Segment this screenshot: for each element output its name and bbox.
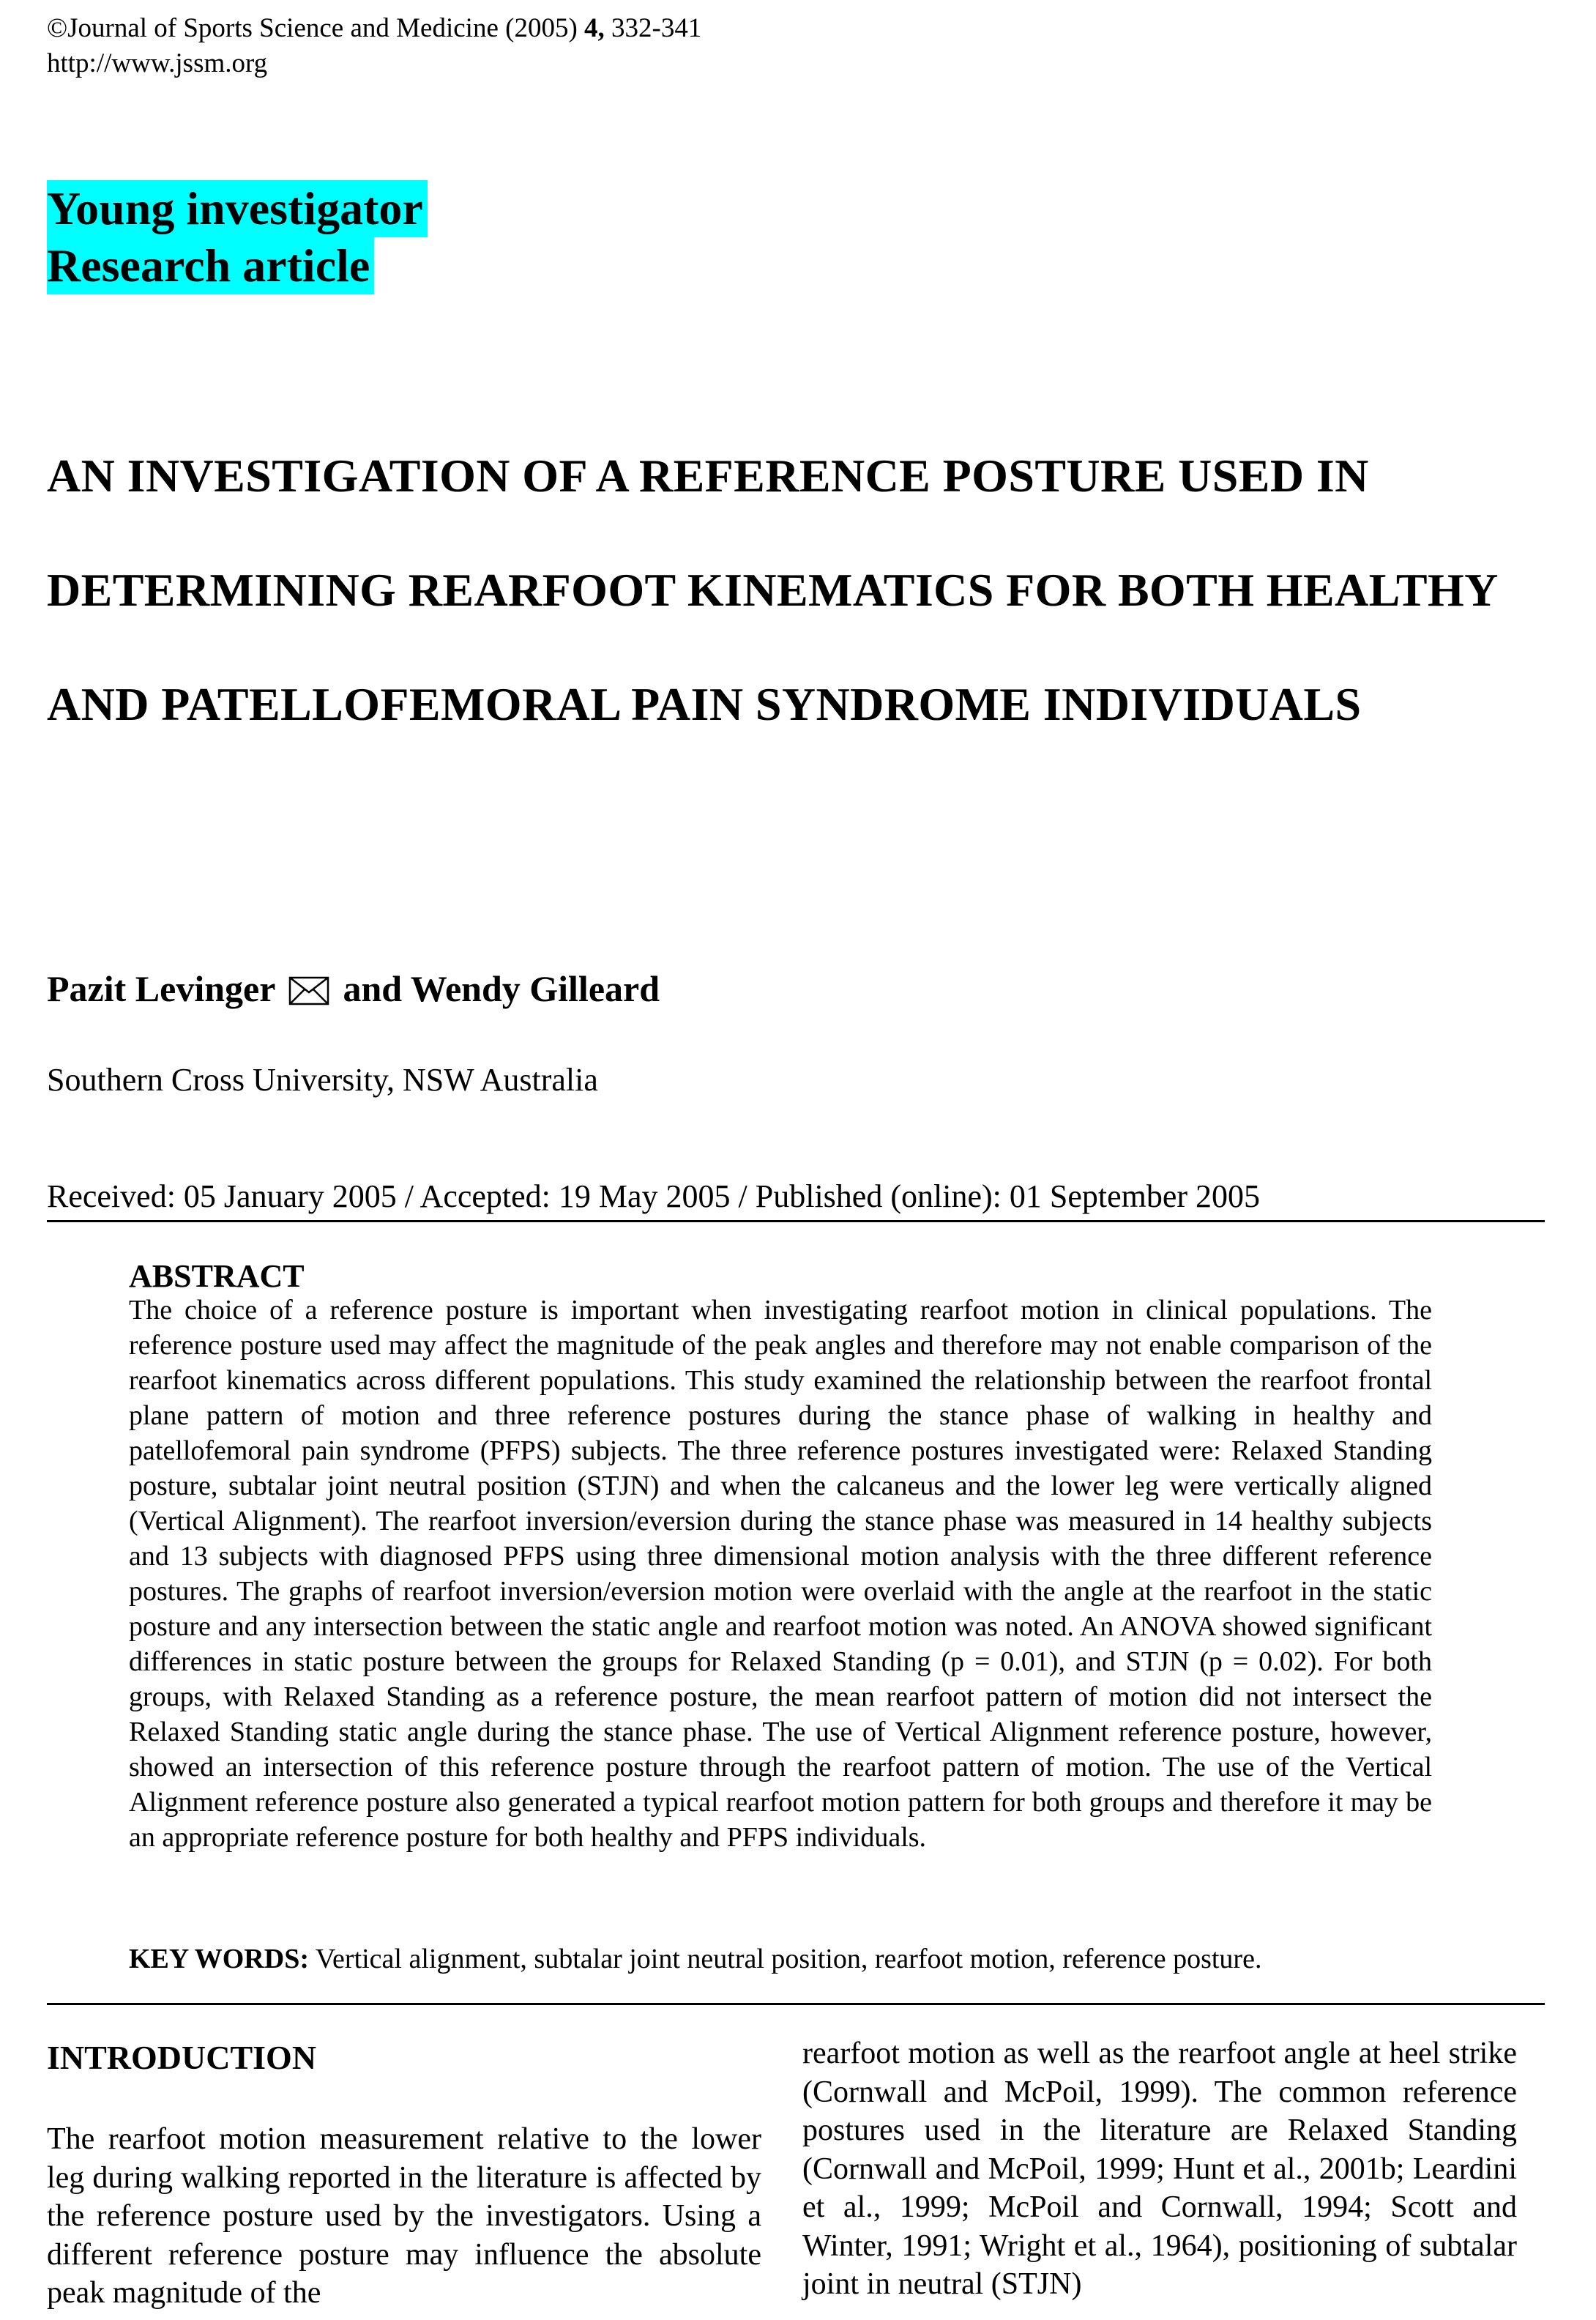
abstract-text: The choice of a reference posture is important when investigating rearfoot motion in clinical populations. The reference posture used may affect the magnitude of the peak angles and therefore may not enable comparison of the rearfoot kinematics across different populations. This study examined the relationship between the rearfoot frontal plane pattern of motion and three reference postures during the stance phase of walking in healthy and patellofemoral pain syndrome (PFPS) subjects. The three reference postures investigated were: Relaxed Standing posture, subtalar joint neutral position (STJN) and when the calcaneus and the lower leg were vertically aligned (Vertical Alignment). The rearfoot inversion/eversion during the stance phase was measured in 14 healthy subjects and 13 subjects with diagnosed PFPS using three dimensional motion analysis with the three different reference postures. The graphs of rearfoot inversion/eversion motion were overlaid with the angle at the rearfoot in the static posture and any intersection between the static angle and rearfoot motion was noted. An ANOVA showed significant differences in static posture between the groups for Relaxed Standing (p = 0.01), and STJN (p = 0.02). For both groups, with Relaxed Standing as a reference posture, the mean rearfoot pattern of motion did not intersect the Relaxed Standing static angle during the stance phase. The use of Vertical Alignment reference posture, however, showed an intersection of this reference posture through the rearfoot pattern of motion. The use of the Vertical Alignment reference posture also generated a typical rearfoot motion pattern for both groups and therefore it may be an appropriate reference posture for both healthy and PFPS individuals. <box>129 1295 1432 1853</box>
article-type-line2: Research article <box>47 237 374 294</box>
introduction-right-column: rearfoot motion as well as the rearfoot angle at heel strike (Cornwall and McPoil, 1999). The common reference postures used in the literature are Relaxed Standing (Cornwall and McPoil, 1999; Hunt et al., 2001b; Leardini et al., 1999; McPoil and Cornwall, 1994; Scott and Winter, 1991; Wright et al., 1964), positioning of subtalar joint in neutral (STJN) <box>802 2037 1517 2301</box>
keywords-label: KEY WORDS: <box>129 1944 309 1974</box>
journal-volume: 4, <box>584 13 605 43</box>
publication-dates: Received: 05 January 2005 / Accepted: 19 May 2005 / Published (online): 01 September 2005 <box>47 1178 1261 1214</box>
journal-pages: 332-341 <box>611 13 702 43</box>
affiliation: Southern Cross University, NSW Australia <box>47 1062 598 1098</box>
author-first: Pazit Levinger <box>47 968 275 1009</box>
abstract-heading: ABSTRACT <box>129 1258 305 1294</box>
keywords <box>129 1941 1447 1977</box>
paper-title: AN INVESTIGATION OF A REFERENCE POSTURE USED IN DETERMINING REARFOOT KINEMATICS FOR BOTH HEALTHY AND PATELLOFEMORAL PAIN SYNDROME INDIVIDUALS <box>47 450 1497 730</box>
introduction-left-column: The rearfoot motion measurement relative to the lower leg during walking reported in the literature is affected by the reference posture used by the investigators. Using a different reference posture may influence the absolute peak magnitude of the <box>47 2122 761 2310</box>
authors <box>47 965 660 1016</box>
bottom-divider <box>47 2003 1545 2005</box>
introduction-heading: INTRODUCTION <box>47 2039 317 2076</box>
top-divider <box>47 1220 1545 1222</box>
journal-url[interactable]: http://www.jssm.org <box>47 48 268 78</box>
article-type-line1: Young investigator <box>47 180 428 237</box>
keywords-text: Vertical alignment, subtalar joint neutral position, rearfoot motion, reference posture. <box>315 1944 1262 1974</box>
journal-citation: ©Journal of Sports Science and Medicine (2005) 4, 332-341 <box>47 13 702 43</box>
envelope-icon[interactable] <box>288 970 329 1016</box>
author-second: and Wendy Gilleard <box>343 968 660 1009</box>
